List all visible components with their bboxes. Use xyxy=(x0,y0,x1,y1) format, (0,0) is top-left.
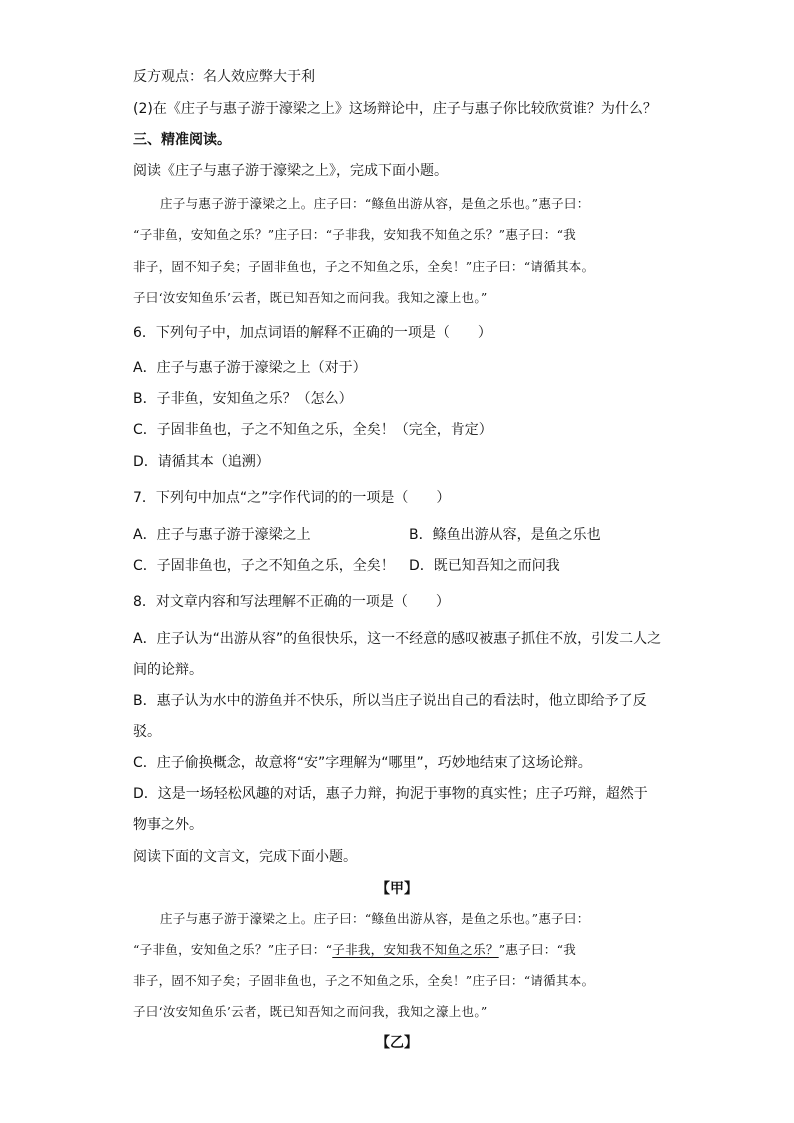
question-8-option-a-line-1: A．庄子认为“出游从容”的鱼很快乐，这一不经意的感叹被惠子抓住不放，引发二人之 xyxy=(133,631,662,647)
jia-passage-line-3: 非子，固不知子矣；子固非鱼也，子之不知鱼之乐，全矣！”庄子曰：“请循其本。 xyxy=(133,973,595,988)
question-7-option-b: B．鲦鱼出游从容，是鱼之乐也 xyxy=(409,527,601,543)
question-8-option-d-line-2: 物事之外。 xyxy=(133,817,203,833)
question-6-option-c: C．子固非鱼也，子之不知鱼之乐，全矣！（完全，肯定） xyxy=(133,422,493,438)
question-6-stem: 6．下列句子中，加点词语的解释不正确的一项是（ ） xyxy=(133,325,492,341)
question-8-option-c: C．庄子偷换概念，故意将“安”字理解为“哪里”，巧妙地结束了这场论辩。 xyxy=(133,755,592,771)
section-3-intro: 阅读《庄子与惠子游于濠梁之上》，完成下面小题。 xyxy=(133,163,448,179)
jia-line-2-suffix: ”惠子曰：“我 xyxy=(498,942,577,957)
question-2: (2)在《庄子与惠子游于濠梁之上》这场辩论中，庄子与惠子你比较欣赏谁？为什么？ xyxy=(133,101,657,117)
opposite-view-line: 反方观点：名人效应弊大于利 xyxy=(133,69,315,85)
question-8-stem: 8．对文章内容和写法理解不正确的一项是（ ） xyxy=(133,594,450,610)
question-8-option-b-line-1: B．惠子认为水中的游鱼并不快乐，所以当庄子说出自己的看法时，他立即给予了反 xyxy=(133,693,647,709)
reading-intro: 阅读下面的文言文，完成下面小题。 xyxy=(133,849,357,865)
question-8-option-a-line-2: 间的论辩。 xyxy=(133,662,203,678)
jia-passage-line-4: 子曰‘汝安知鱼乐’云者，既已知吾知之而问我，我知之濠上也。” xyxy=(133,1004,488,1019)
passage-1-line-4: 子曰‘汝安知鱼乐’云者，既已知吾知之而问我。我知之濠上也。” xyxy=(133,290,488,305)
question-8-option-b-line-2: 驳。 xyxy=(133,724,161,740)
question-7-option-d: D．既已知吾知之而问我 xyxy=(409,558,560,574)
yi-label: 【乙】 xyxy=(376,1035,418,1051)
question-8-option-d-line-1: D．这是一场轻松风趣的对话，惠子力辩，拘泥于事物的真实性；庄子巧辩，超然于 xyxy=(133,786,648,802)
passage-1-line-1: 庄子与惠子游于濠梁之上。庄子曰：“鲦鱼出游从容，是鱼之乐也。”惠子曰： xyxy=(160,196,590,211)
question-6-option-a: A．庄子与惠子游于濠梁之上（对于） xyxy=(133,360,367,376)
question-6-option-b: B．子非鱼，安知鱼之乐？（怎么） xyxy=(133,391,353,407)
jia-line-2-prefix: “子非鱼，安知鱼之乐？”庄子曰：“ xyxy=(133,942,333,957)
question-7-option-c: C．子固非鱼也，子之不知鱼之乐，全矣！ xyxy=(133,558,395,574)
passage-1-line-2: “子非鱼，安知鱼之乐？”庄子曰：“子非我，安知我不知鱼之乐？”惠子曰：“我 xyxy=(133,227,577,242)
question-7-option-a: A．庄子与惠子游于濠梁之上 xyxy=(133,527,311,543)
underlined-sentence: 子非我，安知我不知鱼之乐？ xyxy=(332,942,499,957)
jia-label: 【甲】 xyxy=(376,881,418,897)
question-7-stem: 7．下列句中加点“之”字作代词的的一项是（ ） xyxy=(133,490,451,506)
question-6-option-d: D．请循其本（追溯） xyxy=(133,454,270,470)
jia-passage-line-1: 庄子与惠子游于濠梁之上。庄子曰：“鲦鱼出游从容，是鱼之乐也。”惠子曰： xyxy=(160,911,590,926)
passage-1-line-3: 非子，固不知子矣；子固非鱼也，子之不知鱼之乐，全矣！”庄子曰：“请循其本。 xyxy=(133,259,595,274)
jia-passage-line-2 xyxy=(133,941,576,959)
section-3-heading: 三、精准阅读。 xyxy=(133,132,231,148)
